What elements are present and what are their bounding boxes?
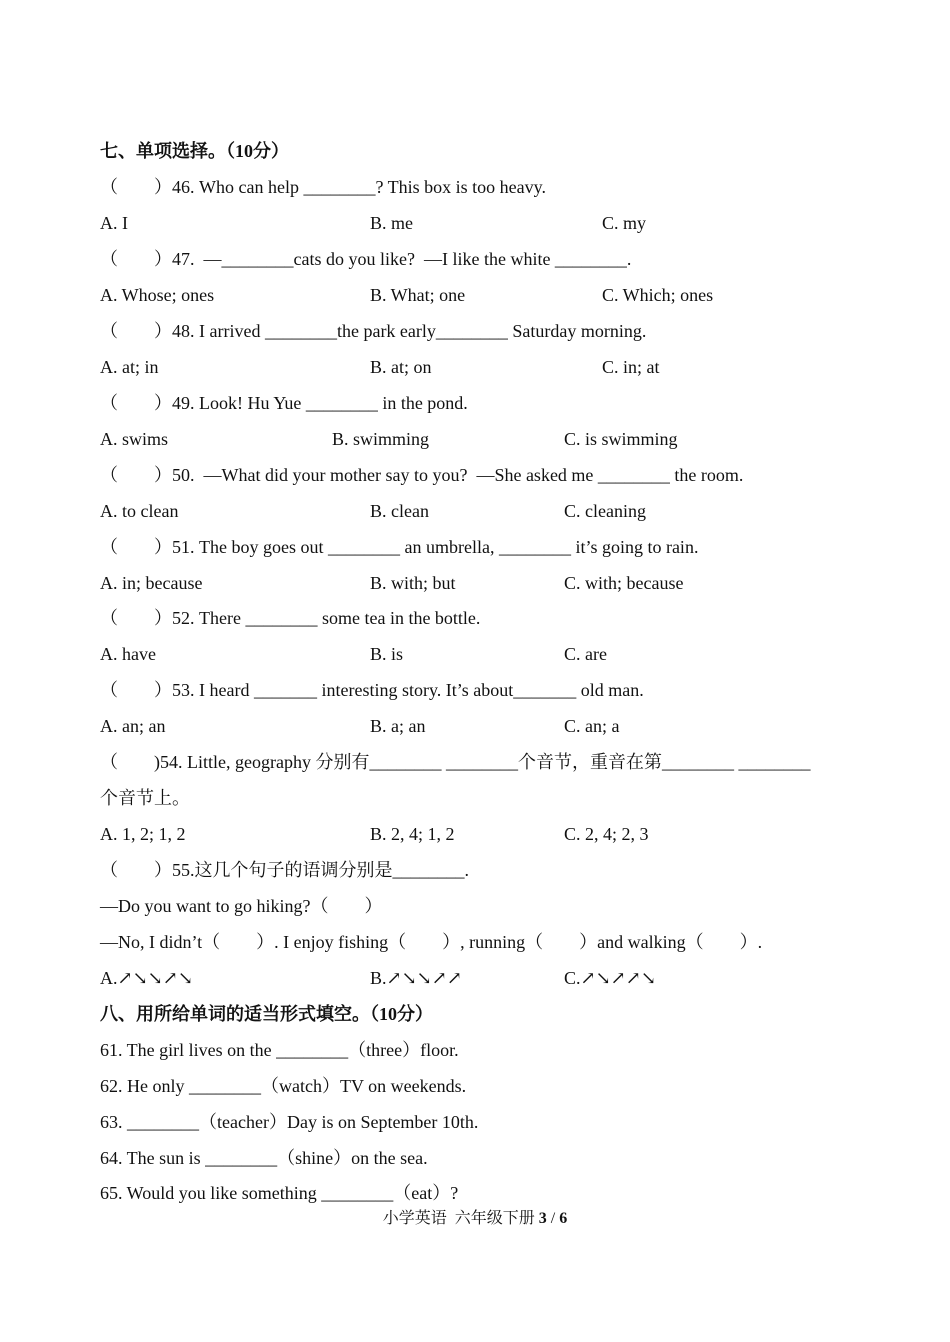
q50-option-c: C. cleaning	[564, 501, 646, 521]
q54-option-c: C. 2, 4; 2, 3	[564, 824, 649, 844]
q53-option-c: C. an; a	[564, 716, 620, 736]
page-footer	[0, 1208, 950, 1230]
q46-option-c: C. my	[602, 213, 647, 233]
q54-option-a: A. 1, 2; 1, 2	[100, 824, 186, 844]
q53-option-a: A. an; an	[100, 716, 166, 736]
question-54: （ )54. Little, geography 分别有________ ________个音节，重音在第________ ________	[100, 752, 811, 772]
q48-option-b: B. at; on	[370, 357, 432, 377]
q53-option-b: B. a; an	[370, 716, 426, 736]
section-7-title: 七、单项选择。（10分）	[100, 141, 289, 161]
question-53: （ ）53. I heard _______ interesting story. It’s about_______ old man.	[100, 680, 644, 700]
question-49: （ ）49. Look! Hu Yue ________ in the pond.	[100, 393, 468, 413]
q49-option-b: B. swimming	[332, 429, 430, 449]
q50-option-b: B. clean	[370, 501, 429, 521]
q54-option-b: B. 2, 4; 1, 2	[370, 824, 455, 844]
question-50: （ ）50. —What did your mother say to you? —She asked me ________ the room.	[100, 465, 744, 485]
q51-option-a: A. in; because	[100, 573, 203, 593]
q50-option-a: A. to clean	[100, 501, 179, 521]
page-separator: /	[546, 1210, 560, 1227]
q52-option-a: A. have	[100, 644, 156, 664]
footer-title: 小学英语 六年级下册	[382, 1210, 539, 1227]
q51-option-c: C. with; because	[564, 573, 684, 593]
q46-option-a: A. I	[100, 213, 128, 233]
q49-option-a: A. swims	[100, 429, 169, 449]
q46-option-b: B. me	[370, 213, 413, 233]
q51-option-b: B. with; but	[370, 573, 456, 593]
fill-item-62: 62. He only ________（watch）TV on weekends.	[100, 1076, 467, 1096]
q47-option-a: A. Whose; ones	[100, 285, 215, 305]
q55-option-b: B.↗↘↘↗↗	[370, 968, 462, 988]
page-total: 6	[559, 1210, 568, 1227]
question-48: （ ）48. I arrived ________the park early________ Saturday morning.	[100, 321, 647, 341]
question-46: （ ）46. Who can help ________? This box is too heavy.	[100, 177, 546, 197]
q52-option-c: C. are	[564, 644, 607, 664]
question-47: （ ）47. —________cats do you like? —I like the white ________.	[100, 249, 632, 269]
q47-option-b: B. What; one	[370, 285, 466, 305]
q55-option-c: C.↗↘↗↗↘	[564, 968, 656, 988]
q48-option-a: A. at; in	[100, 357, 159, 377]
q49-option-c: C. is swimming	[564, 429, 678, 449]
question-55-line-1: —Do you want to go hiking?（ ）	[100, 896, 383, 916]
q52-option-b: B. is	[370, 644, 404, 664]
fill-item-65: 65. Would you like something ________（eat）?	[100, 1183, 459, 1203]
fill-item-64: 64. The sun is ________（shine）on the sea.	[100, 1148, 428, 1168]
q47-option-c: C. Which; ones	[602, 285, 714, 305]
fill-item-61: 61. The girl lives on the ________（three）floor.	[100, 1040, 459, 1060]
page-number: 3	[538, 1210, 547, 1227]
fill-item-63: 63. ________（teacher）Day is on September 10th.	[100, 1112, 479, 1132]
section-8-title: 八、用所给单词的适当形式填空。（10分）	[100, 1004, 433, 1024]
question-51: （ ）51. The boy goes out ________ an umbrella, ________ it’s going to rain.	[100, 537, 699, 557]
question-52: （ ）52. There ________ some tea in the bottle.	[100, 608, 481, 628]
q48-option-c: C. in; at	[602, 357, 660, 377]
question-55-line-2: —No, I didn’t（ ）. I enjoy fishing（ ）, running（ ）and walking（ ）.	[100, 932, 763, 952]
q55-option-a: A.↗↘↘↗↘	[100, 968, 193, 988]
question-54-continued: 个音节上。	[100, 788, 190, 808]
question-55: （ ）55.这几个句子的语调分别是________.	[100, 860, 469, 880]
